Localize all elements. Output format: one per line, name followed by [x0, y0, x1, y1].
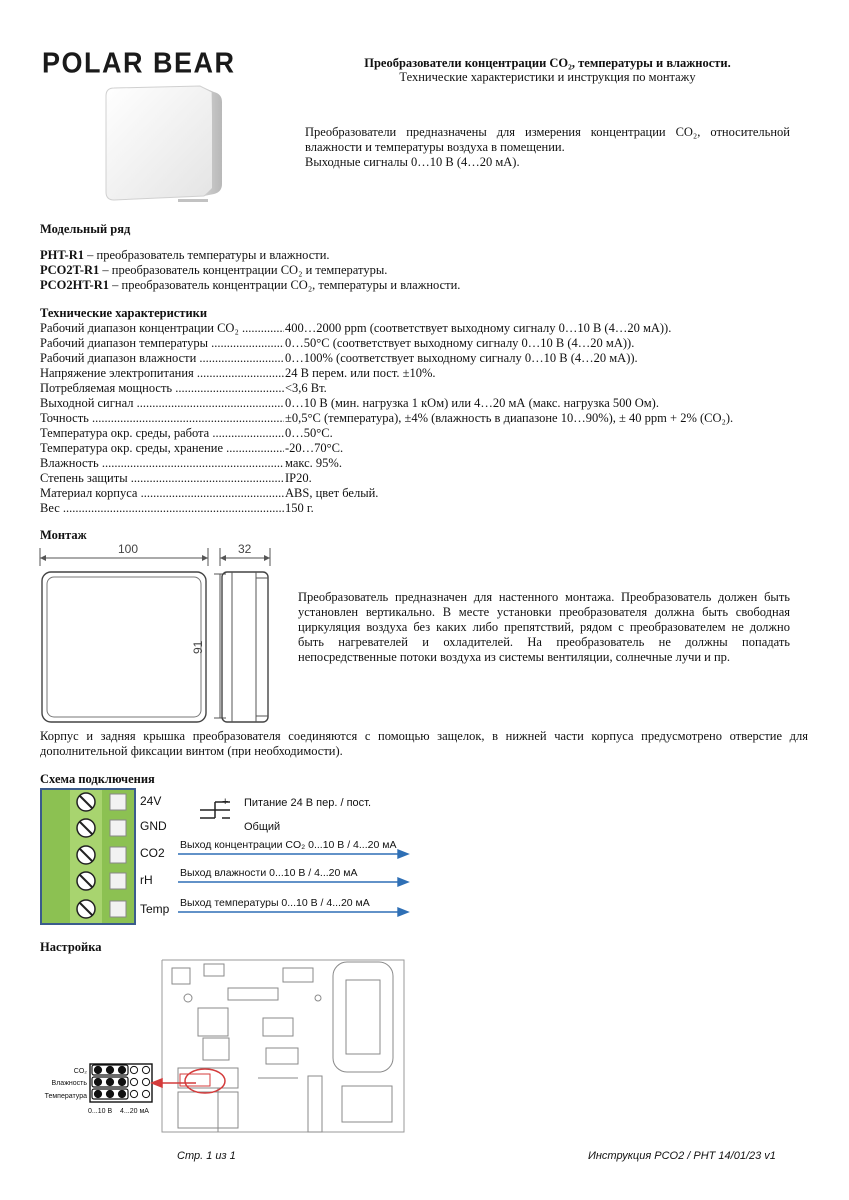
jumper-pin	[130, 1078, 137, 1085]
jumper-pin	[94, 1078, 101, 1085]
document-subtitle: Технические характеристики и инструкция по монтажу	[399, 70, 696, 84]
spec-row: Влажность ..... макс. 95%.	[40, 456, 820, 471]
model-item: PCO2HT-R1 – преобразователь концентрации CO₂, температуры и влажности.	[40, 278, 461, 292]
jumper-pin	[94, 1090, 101, 1097]
model-item: PHT-R1 – преобразователь температуры и влажности.	[40, 248, 330, 262]
intro-purpose: Преобразователи предназначены для измерения концентрации CO₂, относительной влажности и температуры воздуха в помещении.	[305, 125, 790, 154]
jumper-pin	[106, 1078, 113, 1085]
jumper-label: Влажность	[51, 1080, 87, 1087]
common-label: Общий	[244, 821, 281, 833]
specs-heading: Технические характеристики	[40, 306, 208, 320]
spec-row: Напряжение электропитания ..... 24 В перем. или пост. ±10%.	[40, 366, 820, 381]
intro-text	[305, 125, 790, 170]
wiring-diagram	[40, 788, 420, 926]
page-number: Стр. 1 из 1	[177, 1150, 236, 1162]
jumper-pin	[130, 1090, 137, 1097]
dim-height-label: 91	[191, 640, 205, 654]
output-co2-label: Выход концентрации CO₂ 0...10 В / 4...20 мА	[180, 839, 397, 851]
mount-instructions: Преобразователь предназначен для настенного монтажа. Преобразователь должен быть установлен вертикально. В месте установки преобразователя должна быть свободная циркуляция воздуха без каких либо препятствий, рядом с преобразователем не должно быть нагревателей и охладителей. На преобразователь не должны попадать непосредственные потоки воздуха из системы вентиляции, солнечные лучи и пр.	[298, 590, 790, 664]
jumper-pin	[118, 1078, 125, 1085]
spec-row: Материал корпуса ..... ABS, цвет белый.	[40, 486, 820, 501]
spec-row: Выходной сигнал ..... 0…10 В (мин. нагрузка 1 кОм) или 4…20 мА (макс. нагрузка 500 Ом).	[40, 396, 820, 411]
jumper-pin	[106, 1066, 113, 1073]
spec-row: Рабочий диапазон концентрации CO₂ ..... 400…2000 ppm (соответствует выходному сигналу 0…10 В (4…20 мА)).	[40, 321, 820, 336]
output-rh-label: Выход влажности 0...10 В / 4...20 мА	[180, 867, 358, 879]
model-item: PCO2T-R1 – преобразователь концентрации CO₂ и температуры.	[40, 263, 388, 277]
jumper-pin	[130, 1066, 137, 1073]
dimension-drawing	[30, 538, 295, 728]
terminal-label: Temp	[140, 902, 170, 916]
terminal-socket	[110, 820, 126, 836]
mount-heading: Монтаж	[40, 528, 87, 542]
dim-width-label: 100	[118, 542, 139, 556]
scale-left-label: 0...10 В	[88, 1108, 113, 1115]
models-heading: Модельный ряд	[40, 222, 131, 236]
jumper-pin	[118, 1066, 125, 1073]
jumper-pin	[142, 1066, 149, 1073]
jumper-pin	[142, 1090, 149, 1097]
wiring-heading: Схема подключения	[40, 772, 155, 786]
spec-row: Температура окр. среды, работа ..... 0…50°C.	[40, 426, 820, 441]
spec-row: Рабочий диапазон влажности ..... 0…100% (соответствует выходному сигналу 0…10 В (4…20 мА)).	[40, 351, 820, 366]
terminal-label: 24V	[140, 794, 162, 808]
spec-row: Степень защиты ..... IP20.	[40, 471, 820, 486]
document-id: Инструкция PCO2 / PHT 14/01/23 v1	[588, 1150, 776, 1162]
terminal-socket	[110, 794, 126, 810]
output-temp-label: Выход температуры 0...10 В / 4...20 мА	[180, 897, 370, 909]
power-label: Питание 24 В пер. / пост.	[244, 797, 372, 809]
terminal-label: CO2	[140, 846, 165, 860]
brand-logo: POLAR BEAR	[42, 47, 236, 79]
terminal-label: GND	[140, 819, 167, 833]
jumper-pin	[94, 1066, 101, 1073]
spec-row: Точность ..... ±0,5°C (температура), ±4% (влажность в диапазоне 10…90%), ± 40 ppm + 2% (CO₂).	[40, 411, 820, 426]
spec-row: Потребляемая мощность ..... <3,6 Вт.	[40, 381, 820, 396]
spec-row: Вес ..... 150 г.	[40, 501, 820, 516]
jumper-pin	[142, 1078, 149, 1085]
spec-row: Температура окр. среды, хранение ..... -20…70°C.	[40, 441, 820, 456]
document-title: Преобразователи концентрации CO₂, температуры и влажности.	[364, 56, 731, 70]
jumper-label: CO₂	[73, 1068, 87, 1075]
terminal-socket	[110, 847, 126, 863]
product-photo	[100, 82, 230, 207]
setup-heading: Настройка	[40, 940, 102, 954]
jumper-pin	[118, 1090, 125, 1097]
jumper-settings	[40, 1063, 205, 1118]
terminal-socket	[110, 901, 126, 917]
spec-row: Рабочий диапазон температуры ..... 0…50°C (соответствует выходному сигналу 0…10 В (4…20 мА)).	[40, 336, 820, 351]
jumper-pin	[106, 1090, 113, 1097]
terminal-label: rH	[140, 873, 153, 887]
scale-right-label: 4...20 мА	[120, 1108, 149, 1115]
jumper-label: Температура	[44, 1093, 87, 1100]
fixing-note: Корпус и задняя крышка преобразователя соединяются с помощью защелок, в нижней части корпуса предусмотрено отверстие для дополнительной фиксации винтом (при необходимости).	[40, 729, 808, 758]
terminal-socket	[110, 873, 126, 889]
plus-sign: +	[222, 796, 229, 808]
intro-outputs: Выходные сигналы 0…10 В (4…20 мА).	[305, 155, 520, 169]
dim-depth-label: 32	[238, 542, 252, 556]
